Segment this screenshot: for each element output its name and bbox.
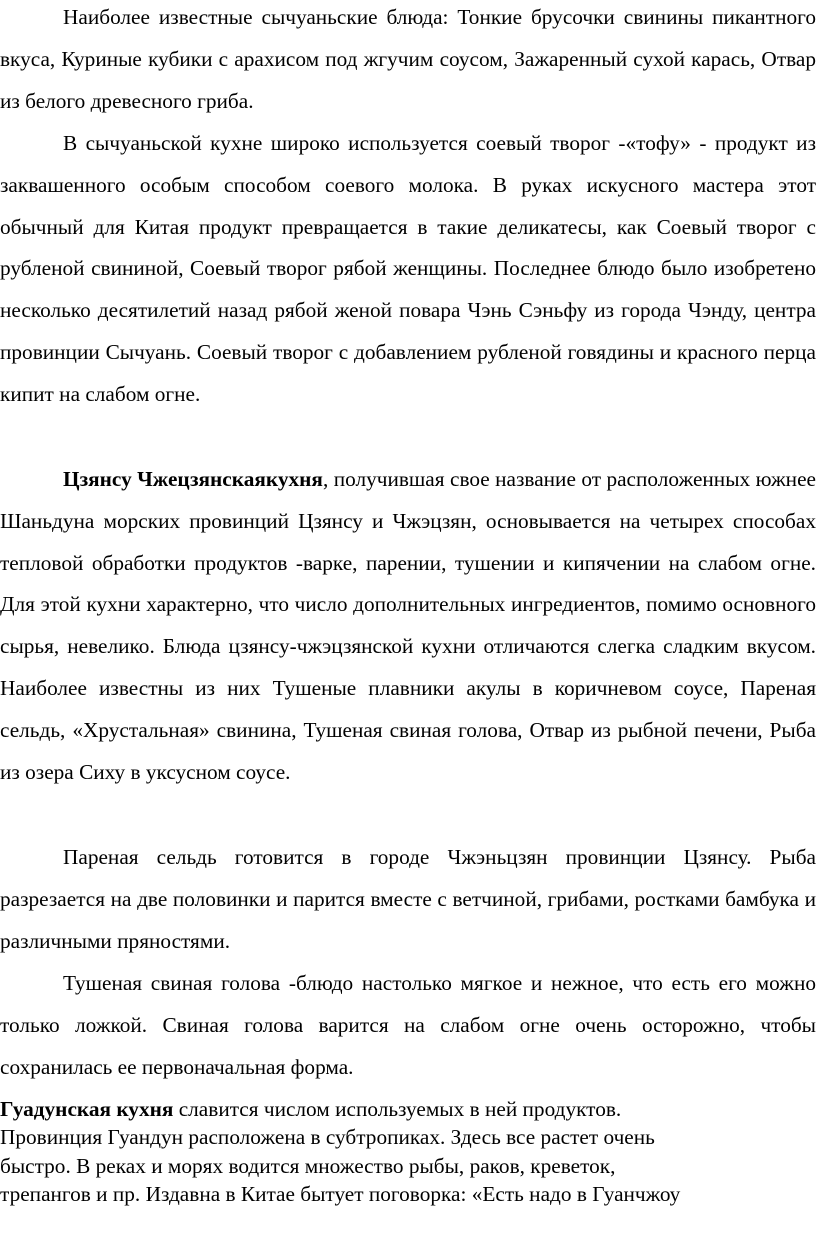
paragraph-jiangsu-zhejiang-cuisine	[0, 459, 816, 793]
paragraph-text: Пареная сельдь готовится в городе Чжэньцзян провинции Цзянсу. Рыба разрезается на две половинки и парится вместе с ветчиной, грибами, ростками бамбука и различными пряностями.	[0, 845, 816, 953]
paragraph-text: Тушеная свиная голова -блюдо настолько мягкое и нежное, что есть его можно только ложкой. Свиная голова варится на слабом огне очень осторожно, чтобы сохранилась ее первоначальная форма.	[0, 971, 816, 1079]
section-heading-jiangsu: Цзянсу Чжецзянскаякухня	[63, 467, 323, 491]
paragraph-text: Наиболее известные сычуаньские блюда: Тонкие брусочки свинины пикантного вкуса, Куриные кубики с арахисом под жгучим соусом, Зажаренный сухой карась, Отвар из белого древесного гриба.	[0, 5, 816, 113]
text-line: Провинция Гуандун расположена в субтропиках. Здесь все растет очень	[0, 1125, 655, 1150]
section-heading-guangdong: Гуадунская кухня	[0, 1097, 174, 1121]
text-line: трепангов и пр. Издавна в Китае бытует поговорка: «Есть надо в Гуанчжоу	[0, 1181, 681, 1206]
paragraph-sichuan-dishes	[0, 0, 816, 122]
text-line	[0, 1095, 816, 1123]
paragraph-guangdong-cuisine	[0, 1095, 816, 1208]
paragraph-steamed-herring	[0, 837, 816, 962]
paragraph-text: В сычуаньской кухне широко используется соевый творог -«тофу» - продукт из заквашенного особым способом соевого молока. В руках искусного мастера этот обычный для Китая продукт превращается в такие деликатесы, как Соевый творог с рубленой свининой, Соевый творог рябой женщины. Последнее блюдо было изобретено несколько десятилетий назад рябой женой повара Чэнь Сэньфу из города Чэнду, центра провинции Сычуань. Соевый творог с добавлением рубленой говядины и красного перца кипит на слабом огне.	[0, 131, 816, 406]
line-text: славится числом используемых в ней продуктов.	[173, 1097, 622, 1121]
paragraph-tofu	[0, 123, 816, 416]
paragraph-braised-pig-head	[0, 963, 816, 1088]
paragraph-text: , получившая свое название от расположенных южнее Шаньдуна морских провинций Цзянсу и Чжэцзян, основывается на четырех способах тепловой обработки продуктов -варке, парении, тушении и кипячении на слабом огне. Для этой кухни характерно, что число дополнительных ингредиентов, помимо основного сырья, невелико. Блюда цзянсу-чжэцзянской кухни отличаются слегка сладким вкусом. Наиболее известны из них Тушеные плавники акулы в коричневом соусе, Пареная сельдь, «Хрустальная» свинина, Тушеная свиная голова, Отвар из рыбной печени, Рыба из озера Сиху в уксусном соусе.	[0, 467, 816, 784]
text-line: быстро. В реках и морях водится множество рыбы, раков, креветок,	[0, 1153, 616, 1178]
